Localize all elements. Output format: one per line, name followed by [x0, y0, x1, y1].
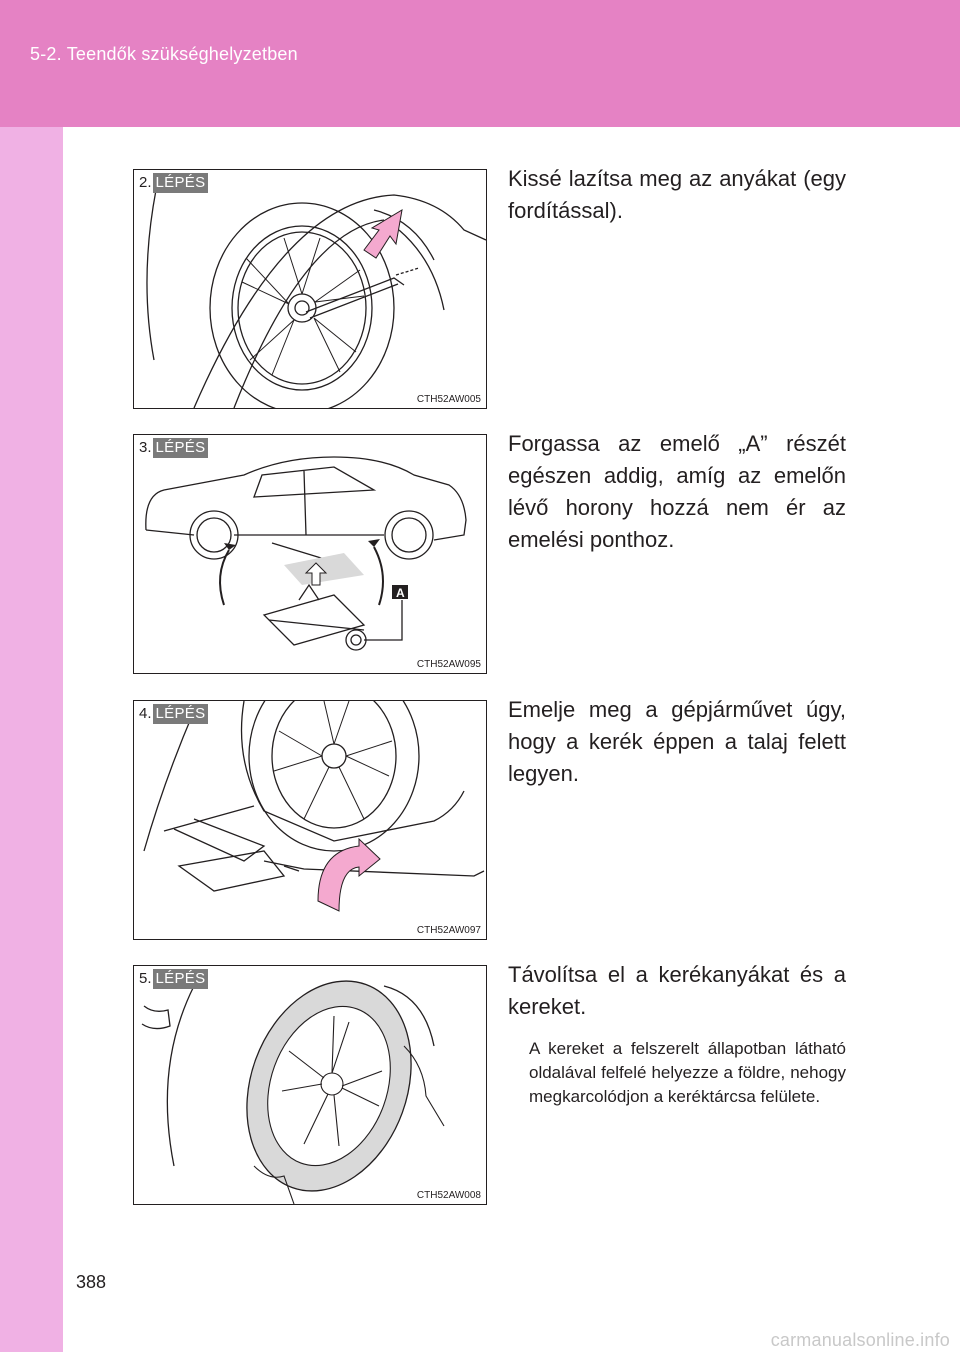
- step-badge: [137, 173, 208, 193]
- jack-car-illustration: [134, 435, 486, 673]
- step-number: 5.: [139, 970, 152, 987]
- remove-wheel-illustration: [134, 966, 486, 1204]
- callout-label: A: [396, 586, 405, 600]
- step-number: 2.: [139, 174, 152, 191]
- raise-vehicle-illustration: [134, 701, 486, 939]
- step-4-text: Emelje meg a gépjárművet úgy, hogy a kerék éppen a talaj felett legyen.: [508, 697, 846, 786]
- figure-step-5: [133, 965, 487, 1205]
- watermark: carmanualsonline.info: [770, 1330, 950, 1350]
- figure-code: CTH52AW097: [416, 925, 481, 936]
- step-5-note: A kereket a felszerelt állapotban látható oldalával felfelé helyezze a földre, nehogy megkarcolódjon a keréktárcsa felülete.: [529, 1039, 846, 1106]
- figure-code: CTH52AW005: [416, 394, 481, 405]
- figure-step-2: [133, 169, 487, 409]
- step-badge: [137, 704, 208, 724]
- page-number: 388: [76, 1272, 107, 1292]
- step-2-text: Kissé lazítsa meg az anyákat (egy fordítással).: [508, 166, 846, 223]
- step-label: LÉPÉS: [153, 438, 209, 458]
- figure-code: CTH52AW008: [416, 1190, 481, 1201]
- figure-step-3: [133, 434, 487, 674]
- step-number: 4.: [139, 705, 152, 722]
- step-label: LÉPÉS: [153, 969, 209, 989]
- step-label: LÉPÉS: [153, 173, 209, 193]
- step-5-text: Távolítsa el a kerékanyákat és a kereket.: [508, 962, 846, 1019]
- figure-step-4: [133, 700, 487, 940]
- loosen-nuts-illustration: [134, 170, 486, 408]
- step-number: 3.: [139, 439, 152, 456]
- figure-code: CTH52AW095: [416, 659, 481, 670]
- step-badge: [137, 969, 208, 989]
- section-title: 5-2. Teendők szükséghelyzetben: [30, 44, 298, 64]
- step-badge: [137, 438, 208, 458]
- step-label: LÉPÉS: [153, 704, 209, 724]
- step-3-text: Forgassa az emelő „A” részét egészen addig, amíg az emelőn lévő horony hozzá nem ér az emelési ponthoz.: [508, 431, 846, 552]
- side-strip: [0, 127, 63, 1352]
- page-header: [0, 0, 960, 127]
